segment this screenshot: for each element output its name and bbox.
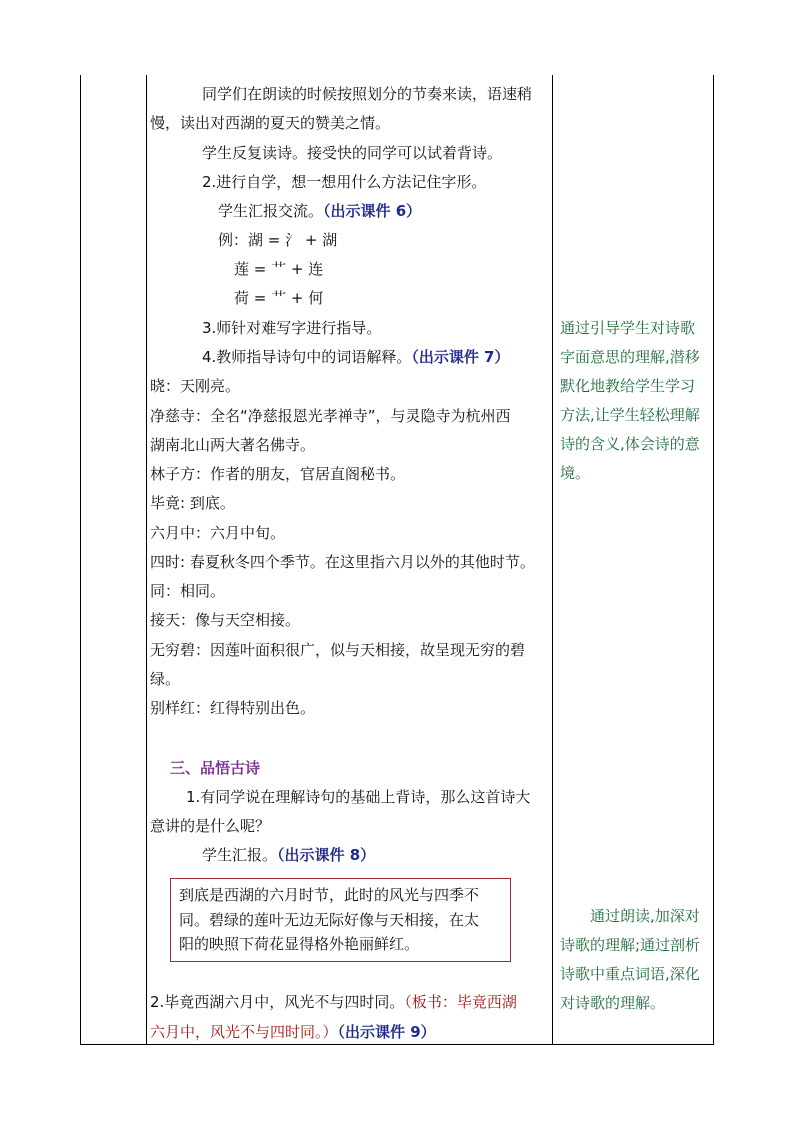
def-xiao: 晓：天刚亮。 [150,377,241,395]
courseware-tag-7: （出示课件 7） [411,348,510,366]
example-he: 荷 = 艹 + 何 [234,289,324,307]
courseware-tag-9: （出示课件 9） [337,1023,436,1041]
note2-line-2: 诗歌的理解;通过剖析 [560,936,701,954]
answer-line-2: 同。碧绿的莲叶无边无际好像与天相接，在太 [179,911,480,929]
poem-line-board [150,992,552,1012]
para-report [218,201,421,221]
para-recite: 学生反复读诗。接受快的同学可以试着背诗。 [202,144,503,162]
courseware-tag-8: （出示课件 8） [277,846,376,864]
table-right-border [713,75,714,1045]
def-liuyuezhong: 六月中：六月中旬。 [150,524,286,542]
def-bijing: 毕竟: 到底。 [150,494,235,512]
example-lian: 莲 = 艹 + 连 [234,260,324,278]
def-tong: 同：相同。 [150,582,226,600]
def-linzifang: 林子方：作者的朋友，官居直阁秘书。 [150,465,406,483]
student-report-text: 学生汇报。 [202,846,278,864]
courseware-tag-6: （出示课件 6） [323,202,422,220]
report-text: 学生汇报交流。 [218,202,324,220]
question-1-b: 意讲的是什么呢？ [150,817,271,835]
note2-line-3: 诗歌中重点词语,深化 [560,965,700,983]
question-1-a: 1.有同学说在理解诗句的基础上背诗，那么这首诗大 [186,788,531,806]
para-reading-a: 同学们在朗读的时候按照划分的节奏来读，语速稍 [202,85,533,103]
design-note-1 [560,314,716,488]
word-explain-text: 4.教师指导诗句中的词语解释。 [202,348,412,366]
note1-line-3: 默化地教给学生学习 [560,377,696,395]
para-student-report [202,845,375,865]
board-note-b: 六月中，风光不与四时同。） [150,1023,338,1041]
note1-line-4: 方法,让学生轻松理解 [560,406,700,424]
def-wuqiongbi-a: 无穷碧：因莲叶面积很广，似与天相接，故呈现无穷的碧 [150,641,526,659]
board-note-a: （板书：毕竟西湖 [404,993,517,1011]
para-selfstudy: 2.进行自学，想一想用什么方法记住字形。 [202,173,487,191]
note1-line-2: 字面意思的理解,潜移 [560,348,700,366]
table-col-divider-2 [552,75,553,1045]
note2-line-1: 通过朗读,加深对 [590,907,700,925]
answer-box [170,878,511,962]
table-left-border [80,75,81,1045]
para-reading-b: 慢，读出对西湖的夏天的赞美之情。 [150,114,391,132]
note2-line-4: 对诗歌的理解。 [560,994,666,1012]
design-note-2 [560,902,716,1018]
note1-line-5: 诗的含义,体会诗的意 [560,435,700,453]
para-word-explain [202,347,510,367]
def-jingcisi-a: 净慈寺：全名“净慈报恩光孝禅寺”，与灵隐寺为杭州西 [150,407,511,425]
para-guide-writing: 3.师针对难写字进行指导。 [202,319,382,337]
note1-line-1: 通过引导学生对诗歌 [560,319,696,337]
note1-line-6: 境。 [560,464,591,482]
answer-line-1: 到底是西湖的六月时节，此时的风光与四季不 [179,886,480,904]
table-col-divider-1 [146,75,147,1045]
section-heading-3: 三、品悟古诗 [170,759,261,777]
def-jingcisi-b: 湖南北山两大著名佛寺。 [150,436,316,454]
def-bieyanghong: 别样红：红得特别出色。 [150,699,316,717]
table-bottom-border [80,1044,714,1045]
poem-line-text: 2.毕竟西湖六月中，风光不与四时同。 [150,993,405,1011]
example-hu: 例：湖 = 氵 + 湖 [218,231,338,249]
def-wuqiongbi-b: 绿。 [150,670,181,688]
def-sishi: 四时: 春夏秋冬四个季节。在这里指六月以外的其他时节。 [150,553,535,571]
poem-line-board-2 [150,1022,436,1042]
def-jietian: 接天：像与天空相接。 [150,611,301,629]
answer-line-3: 阳的映照下荷花显得格外艳丽鲜红。 [179,935,420,953]
